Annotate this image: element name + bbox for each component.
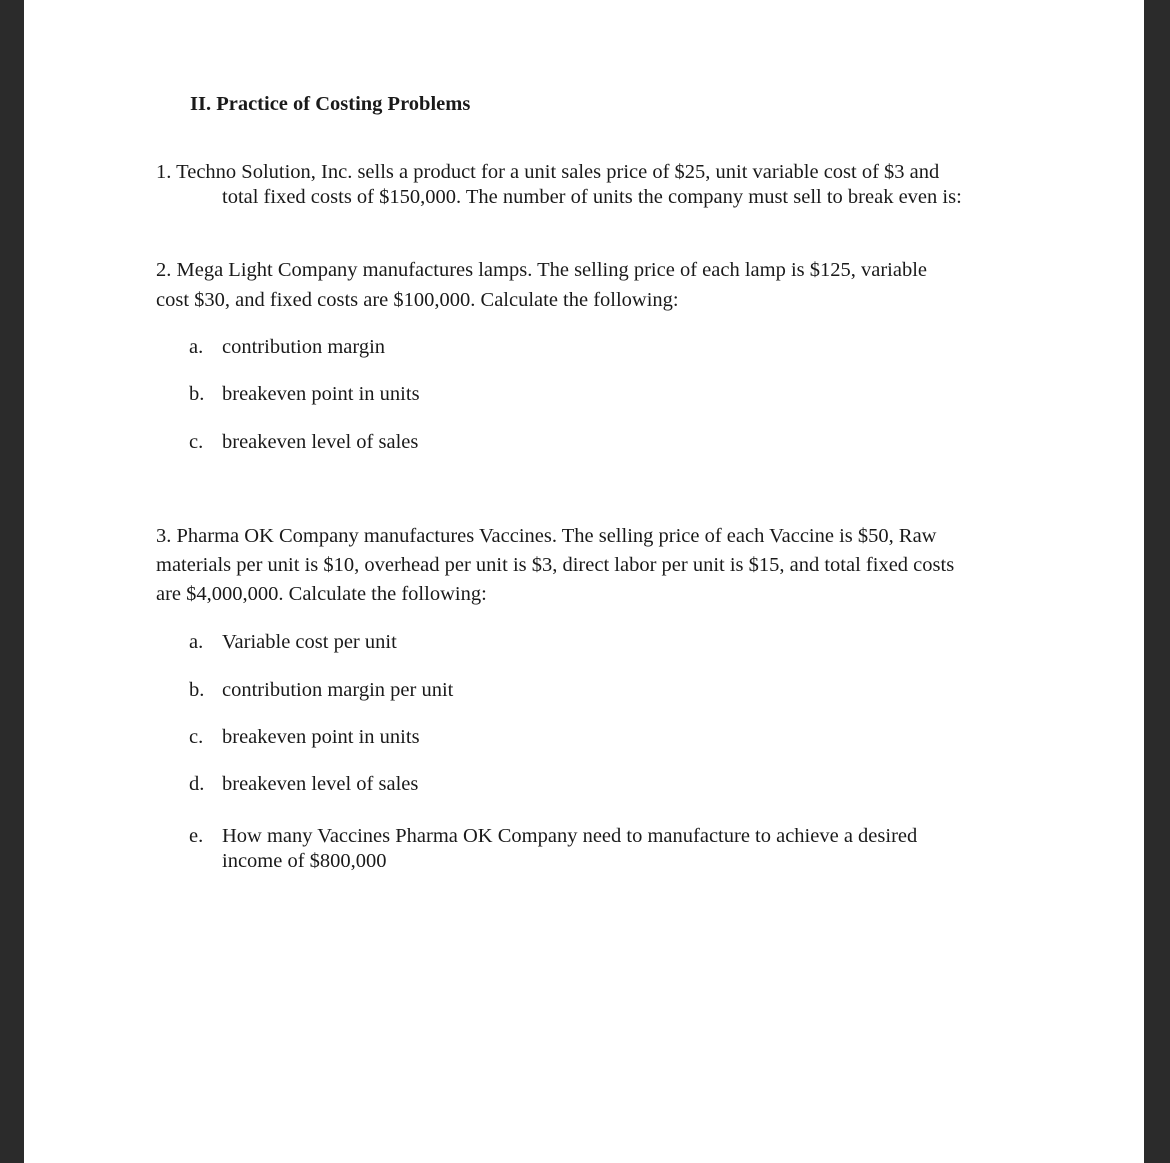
problem-3-item-a-text: Variable cost per unit — [222, 631, 397, 653]
problem-3-item-a-label: a. — [189, 631, 204, 653]
problem-3-item-e-text-1: How many Vaccines Pharma OK Company need to manufacture to achieve a desired — [222, 825, 918, 847]
problem-3-item-e-text-2: income of $800,000 — [222, 850, 387, 872]
section-heading: II. Practice of Costing Problems — [190, 93, 471, 115]
problem-3-item-b-label: b. — [189, 679, 205, 701]
problem-3-item-c-text: breakeven point in units — [222, 726, 420, 748]
problem-3-item-b-text: contribution margin per unit — [222, 679, 454, 701]
problem-2-line-1: 2. Mega Light Company manufactures lamps. The selling price of each lamp is $125, variable — [156, 259, 928, 281]
problem-2-item-c-label: c. — [189, 431, 204, 453]
problem-2-item-a-label: a. — [189, 336, 204, 358]
problem-3-line-1: 3. Pharma OK Company manufactures Vaccines. The selling price of each Vaccine is $50, Raw — [156, 525, 937, 547]
problem-1-line-2: total fixed costs of $150,000. The number of units the company must sell to break even is: — [222, 186, 962, 208]
problem-2-item-b-label: b. — [189, 383, 205, 405]
problem-2-item-a-text: contribution margin — [222, 336, 386, 358]
document-page — [24, 0, 1144, 1163]
problem-3-item-d-label: d. — [189, 773, 205, 795]
problem-1-line-1: 1. Techno Solution, Inc. sells a product for a unit sales price of $25, unit variable cost of $3 and — [156, 161, 940, 183]
problem-3-item-e-label: e. — [189, 825, 204, 847]
problem-3-item-d-text: breakeven level of sales — [222, 773, 419, 795]
problem-2-item-c-text: breakeven level of sales — [222, 431, 419, 453]
problem-3-line-2: materials per unit is $10, overhead per unit is $3, direct labor per unit is $15, and total fixed costs — [156, 554, 955, 576]
problem-2-item-b-text: breakeven point in units — [222, 383, 420, 405]
problem-2-line-2: cost $30, and fixed costs are $100,000. Calculate the following: — [156, 289, 679, 311]
problem-3-item-c-label: c. — [189, 726, 204, 748]
problem-3-line-3: are $4,000,000. Calculate the following: — [156, 583, 487, 605]
